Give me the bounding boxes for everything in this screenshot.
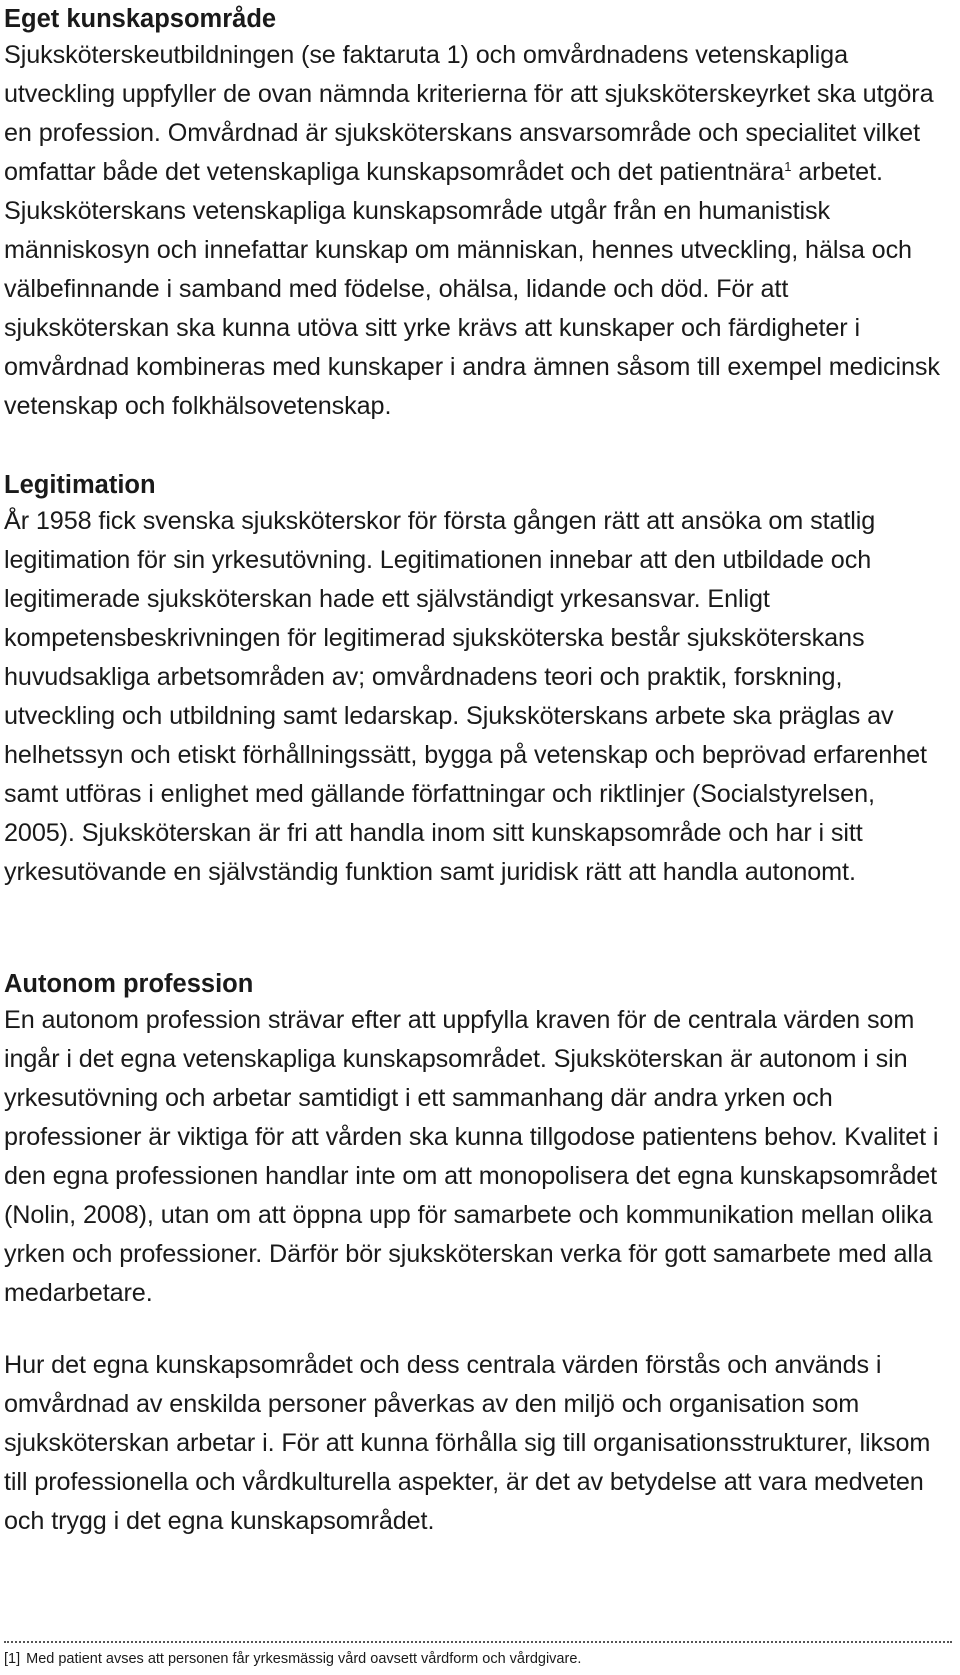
footnote-divider [4,1641,952,1643]
paragraph-text: Sjuksköterskeutbildningen (se faktaruta 1) och omvårdnadens vetenskapliga utveckling uppfyller de ovan nämnda kriterierna för att sjuksköterskeyrket ska utgöra en profession. Omvårdnad är sjuksköterskans ansvarsområde och specialitet vilket omfattar både det vetenskapliga kunskapsområdet och det patientnära [4,41,934,186]
section-eget-kunskapsomrade [4,0,952,426]
section-legitimation [4,466,952,892]
section-paragraph: År 1958 fick svenska sjuksköterskor för första gången rätt att ansöka om statlig legitimation för sin yrkesutövning. Legitimationen innebar att den utbildade och legitimerade sjuksköterskan hade ett självständigt yrkesansvar. Enligt kompetensbeskrivningen för legitimerad sjuksköterska består sjuksköterskans huvudsakliga arbetsområden av; omvårdnadens teori och praktik, forskning, utveckling och utbildning samt ledarskap. Sjuksköterskans arbete ska präglas av helhetssyn och etiskt förhållningssätt, bygga på vetenskap och beprövad erfarenhet samt utföras i enlighet med gällande författningar och riktlinjer (Socialstyrelsen, 2005). Sjuksköterskan är fri att handla inom sitt kunskapsområde och har i sitt yrkesutövande en självständig funktion samt juridisk rätt att handla autonomt. [4,507,927,886]
section-heading: Legitimation [4,471,156,499]
footnote-text: Med patient avses att personen får yrkesmässig vård oavsett vårdform och vårdgivare. [26,1651,582,1667]
section-heading: Eget kunskapsområde [4,5,277,33]
footnote [4,1649,581,1669]
section-heading: Autonom profession [4,970,254,998]
paragraph-text-continued: arbetet. Sjuksköterskans vetenskapliga kunskapsområde utgår från en humanistisk människosyn och innefattar kunskap om människan, hennes utveckling, hälsa och välbefinnande i samband med födelse, ohälsa, lidande och död. För att sjuksköterskan ska kunna utöva sitt yrke krävs att kunskaper och färdigheter i omvårdnad kombineras med kunskaper i andra ämnen såsom till exempel medicinsk vetenskap och folkhälsovetenskap. [4,158,940,420]
section-paragraph: Hur det egna kunskapsområdet och dess centrala värden förstås och används i omvårdnad av enskilda personer påverkas av den miljö och organisation som sjuksköterskan arbetar i. För att kunna förhålla sig till organisationsstrukturer, liksom till professionella och vårdkulturella aspekter, är det av betydelse att vara medveten och trygg i det egna kunskapsområdet. [4,1351,931,1535]
section-closing-paragraph [4,1346,952,1541]
section-autonom-profession [4,965,952,1313]
section-paragraph: En autonom profession strävar efter att uppfylla kraven för de centrala värden som ingår i det egna vetenskapliga kunskapsområdet. Sjuksköterskan är autonom i sin yrkesutövning och arbetar samtidigt i ett sammanhang där andra yrken och professioner är viktiga för att vården ska kunna tillgodose patientens behov. Kvalitet i den egna professionen handlar inte om att monopolisera det egna kunskapsområdet (Nolin, 2008), utan om att öppna upp för samarbete och kommunikation mellan olika yrken och professioner. Därför bör sjuksköterskan verka för gott samarbete med alla medarbetare. [4,1006,939,1307]
footnote-reference[interactable]: 1 [784,159,792,174]
footnote-marker: [1] [4,1651,21,1667]
section-paragraph [4,36,952,426]
